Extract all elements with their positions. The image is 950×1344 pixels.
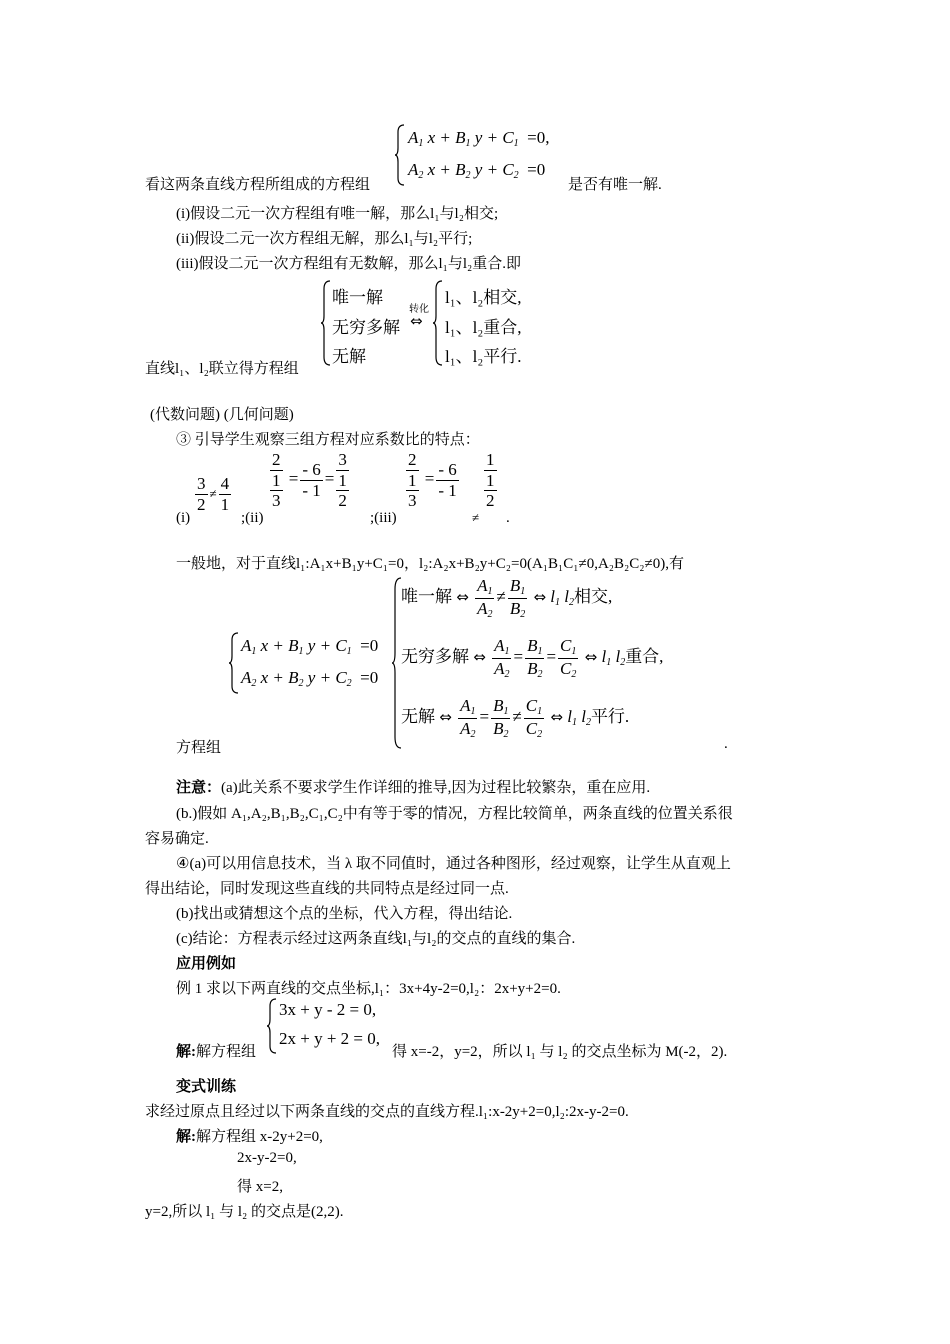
variant-heading: 变式训练 [176,1079,237,1095]
general-statement: 一般地，对于直线l₁:A₁x+B₁y+C₁=0，l₂:A₂x+B₂y+C₂=0(A₁B₁C₁≠0,A₂B₂C₂≠0),有 [176,556,684,572]
system-equation-1: $A_1$ $x + B_1$ $y + C_1 =0$, [408,128,550,149]
condition-row-none: 无解 ⇔ $\frac{A_1}{A_2}$ = $\frac{B_1}{B_2}$ ≠ $\frac{C_1}{C_2}$ ⇔ $l_1$ $l_2$平行. [401,696,630,740]
equivalence-arrow-icon: ⇔ [410,312,423,330]
system-tail-text: 是否有唯一解. [568,177,662,193]
condition-label: 无穷多解 [401,646,469,666]
algebra-unique: 唯一解 [332,288,383,307]
note-d: (b)找出或猜想这个点的坐标，代入方程，得出结论. [176,906,513,922]
left-brace [266,998,278,1054]
equivalence-arrow-icon: ⇔ [533,587,547,606]
left-brace [394,124,406,186]
condition-result: 平行. [590,706,630,726]
case-ii: (ii)假设二元一次方程组无解，那么l₁与l₂平行; [176,231,473,247]
left-brace [432,280,444,366]
condition-label: 无解 [401,706,435,726]
ratio-iii: 2 1 3 = $\frac{- 6}{- 1}$ [408,450,457,511]
equivalence-arrow-icon: ⇔ [473,647,486,666]
condition-equation-1: $A_1$ $x + B_1$ $y + C_1 =0$ [241,636,379,657]
condition-equation-2: $A_2$ $x + B_2$ $y + C_2 =0$ [241,668,379,689]
example-1: 例 1 求以下两直线的交点坐标,l₁：3x+4y-2=0,l₂：2x+y+2=0. [176,981,561,997]
note-c-line1: ④(a)可以用信息技术，当 λ 取不同值时，通过各种图形，经过观察，让学生从直观上 [176,856,731,872]
equivalence-arrow-icon: ⇔ [584,647,598,666]
application-heading: 应用例如 [176,956,237,972]
condition-row-unique: 唯一解 ⇔ $\frac{A_1}{A_2}$ ≠ $\frac{B_1}{B_2}$ ⇔ $l_1$ $l_2$相交, [401,576,613,620]
geometry-intersect: l₁、l₂相交, [445,288,522,307]
note-label: 注意： [176,780,222,796]
geometry-coincide: l₁、l₂重合, [445,318,522,337]
note-a-text: (a)此关系不要求学生作详细的推导,因为过程比较繁杂，重在应用. [221,780,651,796]
example-equation-1: 3x + y - 2 = 0, [279,1000,377,1019]
equivalence-arrow-icon: ⇔ [439,707,452,726]
solution-label: 解: [176,1044,196,1060]
correspond-lead: 直线l₁、l₂联立得方程组 [145,361,299,377]
note-b-line2: 容易确定. [145,831,209,847]
ratio-end: . [506,510,510,526]
example-equation-2: 2x + y + 2 = 0, [279,1029,381,1048]
left-brace [320,280,332,366]
algebra-infinite: 无穷多解 [332,318,400,337]
conditions-lead: 方程组 [176,740,222,756]
condition-result: 重合, [625,646,664,666]
condition-row-infinite: 无穷多解 ⇔ $\frac{A_1}{A_2}$ = $\frac{B_1}{B_2}$ = $\frac{C_1}{C_2}$ ⇔ $l_1$ $l_2$重合, [401,636,664,680]
note-b-line1: (b.)假如 A₁,A₂,B₁,B₂,C₁,C₂中有等于零的情况，方程比较简单，两条直线的位置关系很 [176,806,733,822]
ratio-i: $\frac{3}{2}$ ≠ $\frac{4}{1}$ [197,474,230,514]
not-equal-sign: ≠ [472,510,480,525]
note-e: (c)结论：方程表示经过这两条直线l₁与l₂的交点的直线的集合. [176,931,576,947]
example-solution-tail: 得 x=-2，y=2，所以 l₁ 与 l₂ 的交点坐标为 M(-2，2). [392,1044,728,1060]
condition-result: 相交, [574,586,613,606]
conditions-end: . [724,736,728,752]
equivalence-arrow-icon: ⇔ [456,587,469,606]
ratio-i-label: (i) [176,510,191,526]
algebra-none: 无解 [332,347,366,366]
system-equation-2: $A_2$ $x + B_2$ $y + C_2 =0$ [408,160,546,181]
left-brace [228,632,240,694]
variant-solution-line2: 2x-y-2=0, [237,1150,297,1166]
system-lead-text: 看这两条直线方程所组成的方程组 [145,177,371,193]
note-a [176,776,650,797]
ratio-iii-label: ;(iii) [370,510,397,526]
variant-problem: 求经过原点且经过以下两条直线的交点的直线方程.l₁:x-2y+2=0,l₂:2x-y-2=0. [145,1104,629,1120]
case-i: (i)假设二元一次方程组有唯一解，那么l₁与l₂相交; [176,206,499,222]
ratio-iii-rhs: 1 1 2 [486,450,495,511]
variant-solution-line1 [176,1125,323,1146]
example-solution-lead [176,1040,256,1061]
problem-caption: (代数问题) (几何问题) [150,407,294,423]
solution-label: 解: [176,1129,196,1145]
note-c-line2: 得出结论，同时发现这些直线的共同特点是经过同一点. [145,881,509,897]
solution-lead-text: 解方程组 [196,1044,257,1060]
geometry-parallel: l₁、l₂平行. [445,347,522,366]
condition-label: 唯一解 [401,586,452,606]
ratio-ii: 2 1 3 = $\frac{- 6}{- 1}$ = 3 1 2 [272,450,347,511]
case-iii: (iii)假设二元一次方程组有无数解，那么l₁与l₂重合.即 [176,256,522,272]
transform-label: 转化 [409,304,429,315]
ratio-ii-label: ;(ii) [241,510,264,526]
variant-solution-line4: y=2,所以 l₁ 与 l₂ 的交点是(2,2). [145,1204,344,1220]
variant-solution-line3: 得 x=2, [237,1179,283,1195]
step-3-text: ③ 引导学生观察三组方程对应系数比的特点： [176,432,480,448]
equivalence-arrow-icon: ⇔ [550,707,563,726]
variant-line1-text: 解方程组 x-2y+2=0, [196,1129,323,1145]
